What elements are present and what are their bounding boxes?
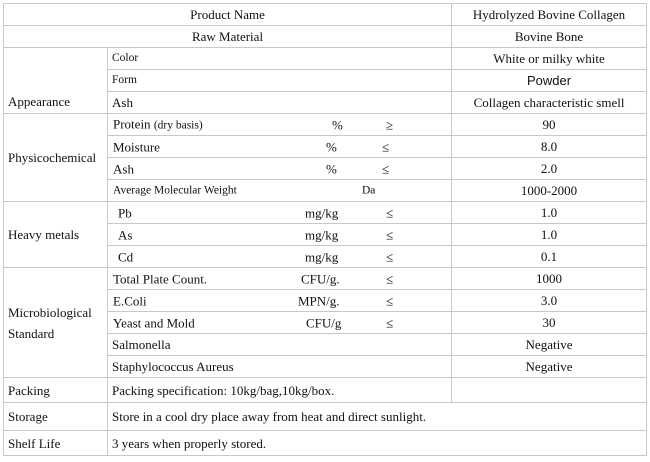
e-coli-operator: ≤ (386, 293, 394, 308)
appearance-group-label: Appearance (4, 48, 108, 114)
yeast-mold-operator: ≤ (386, 315, 394, 330)
protein-label-wrap (113, 116, 203, 133)
moisture-label: Moisture (113, 139, 160, 154)
ash-unit: % (326, 161, 337, 176)
cd-unit: mg/kg (305, 249, 339, 264)
as-label: As (118, 227, 133, 242)
table-row (4, 268, 647, 290)
e-coli-unit: MPN/g. (298, 293, 340, 308)
appearance-ash-value: Collagen characteristic smell (452, 92, 647, 114)
spec-sheet (3, 3, 646, 460)
yeast-mold-unit: CFU/g (306, 315, 342, 330)
cd-label: Cd (118, 249, 134, 264)
molecular-weight-label: Average Molecular Weight (113, 184, 237, 196)
e-coli-label: E.Coli (113, 293, 147, 308)
product-name-row (4, 4, 647, 26)
salmonella-value: Negative (452, 334, 647, 356)
e-coli-param (108, 290, 452, 312)
pb-operator: ≤ (386, 205, 394, 220)
pb-param (108, 202, 452, 224)
salmonella-label: Salmonella (108, 334, 452, 356)
molecular-weight-param (108, 180, 452, 202)
appearance-color-value: White or milky white (452, 48, 647, 70)
moisture-operator: ≤ (382, 139, 390, 154)
appearance-form-label: Form (108, 70, 452, 92)
shelf-life-row (4, 431, 647, 456)
molecular-weight-value: 1000-2000 (452, 180, 647, 202)
yeast-mold-label: Yeast and Mold (113, 315, 195, 330)
product-name-value: Hydrolyzed Bovine Collagen (452, 4, 647, 26)
pb-unit: mg/kg (305, 205, 339, 220)
cd-param (108, 246, 452, 268)
protein-label: Protein (113, 116, 151, 131)
e-coli-value: 3.0 (452, 290, 647, 312)
cd-operator: ≤ (386, 249, 394, 264)
protein-operator: ≥ (386, 117, 394, 132)
packing-row (4, 378, 647, 403)
total-plate-count-unit: CFU/g. (301, 271, 340, 286)
microbiological-label-line1: Microbiological (8, 304, 92, 320)
total-plate-count-value: 1000 (452, 268, 647, 290)
pb-value: 1.0 (452, 202, 647, 224)
appearance-color-label: Color (108, 48, 452, 70)
molecular-weight-unit: Da (362, 184, 376, 196)
as-value: 1.0 (452, 224, 647, 246)
total-plate-count-label: Total Plate Count. (113, 271, 208, 286)
ash-value: 2.0 (452, 158, 647, 180)
storage-label: Storage (4, 403, 108, 431)
packing-empty-cell (452, 378, 647, 403)
microbiological-group-label (4, 268, 108, 378)
table-row (4, 202, 647, 224)
moisture-unit: % (326, 139, 337, 154)
protein-qualifier: (dry basis) (153, 119, 203, 131)
physicochemical-group-label: Physicochemical (4, 114, 108, 202)
pb-label: Pb (118, 205, 132, 220)
staphylococcus-value: Negative (452, 356, 647, 378)
microbiological-label-line2: Standard (8, 325, 55, 341)
ash-param (108, 158, 452, 180)
heavy-metals-group-label: Heavy metals (4, 202, 108, 268)
total-plate-count-operator: ≤ (386, 271, 394, 286)
yeast-mold-value: 30 (452, 312, 647, 334)
raw-material-row (4, 26, 647, 48)
cd-value: 0.1 (452, 246, 647, 268)
as-unit: mg/kg (305, 227, 339, 242)
spec-table (3, 3, 647, 456)
protein-param (108, 114, 452, 136)
table-row (4, 48, 647, 70)
as-operator: ≤ (386, 227, 394, 242)
packing-label: Packing (4, 378, 108, 403)
storage-value: Store in a cool dry place away from heat and direct sunlight. (108, 403, 647, 431)
shelf-life-value: 3 years when properly stored. (108, 431, 647, 456)
raw-material-value: Bovine Bone (452, 26, 647, 48)
moisture-param (108, 136, 452, 158)
as-param (108, 224, 452, 246)
table-row (4, 114, 647, 136)
storage-row (4, 403, 647, 431)
ash-operator: ≤ (382, 161, 390, 176)
ash-label: Ash (113, 161, 134, 176)
staphylococcus-label: Staphylococcus Aureus (108, 356, 452, 378)
protein-value: 90 (452, 114, 647, 136)
appearance-form-value: Powder (452, 70, 647, 92)
appearance-ash-label: Ash (108, 92, 452, 114)
moisture-value: 8.0 (452, 136, 647, 158)
raw-material-label: Raw Material (4, 26, 452, 48)
total-plate-count-param (108, 268, 452, 290)
packing-value: Packing specification: 10kg/bag,10kg/box. (108, 378, 452, 403)
product-name-label: Product Name (4, 4, 452, 26)
protein-unit: % (332, 117, 343, 132)
yeast-mold-param (108, 312, 452, 334)
shelf-life-label: Shelf Life (4, 431, 108, 456)
